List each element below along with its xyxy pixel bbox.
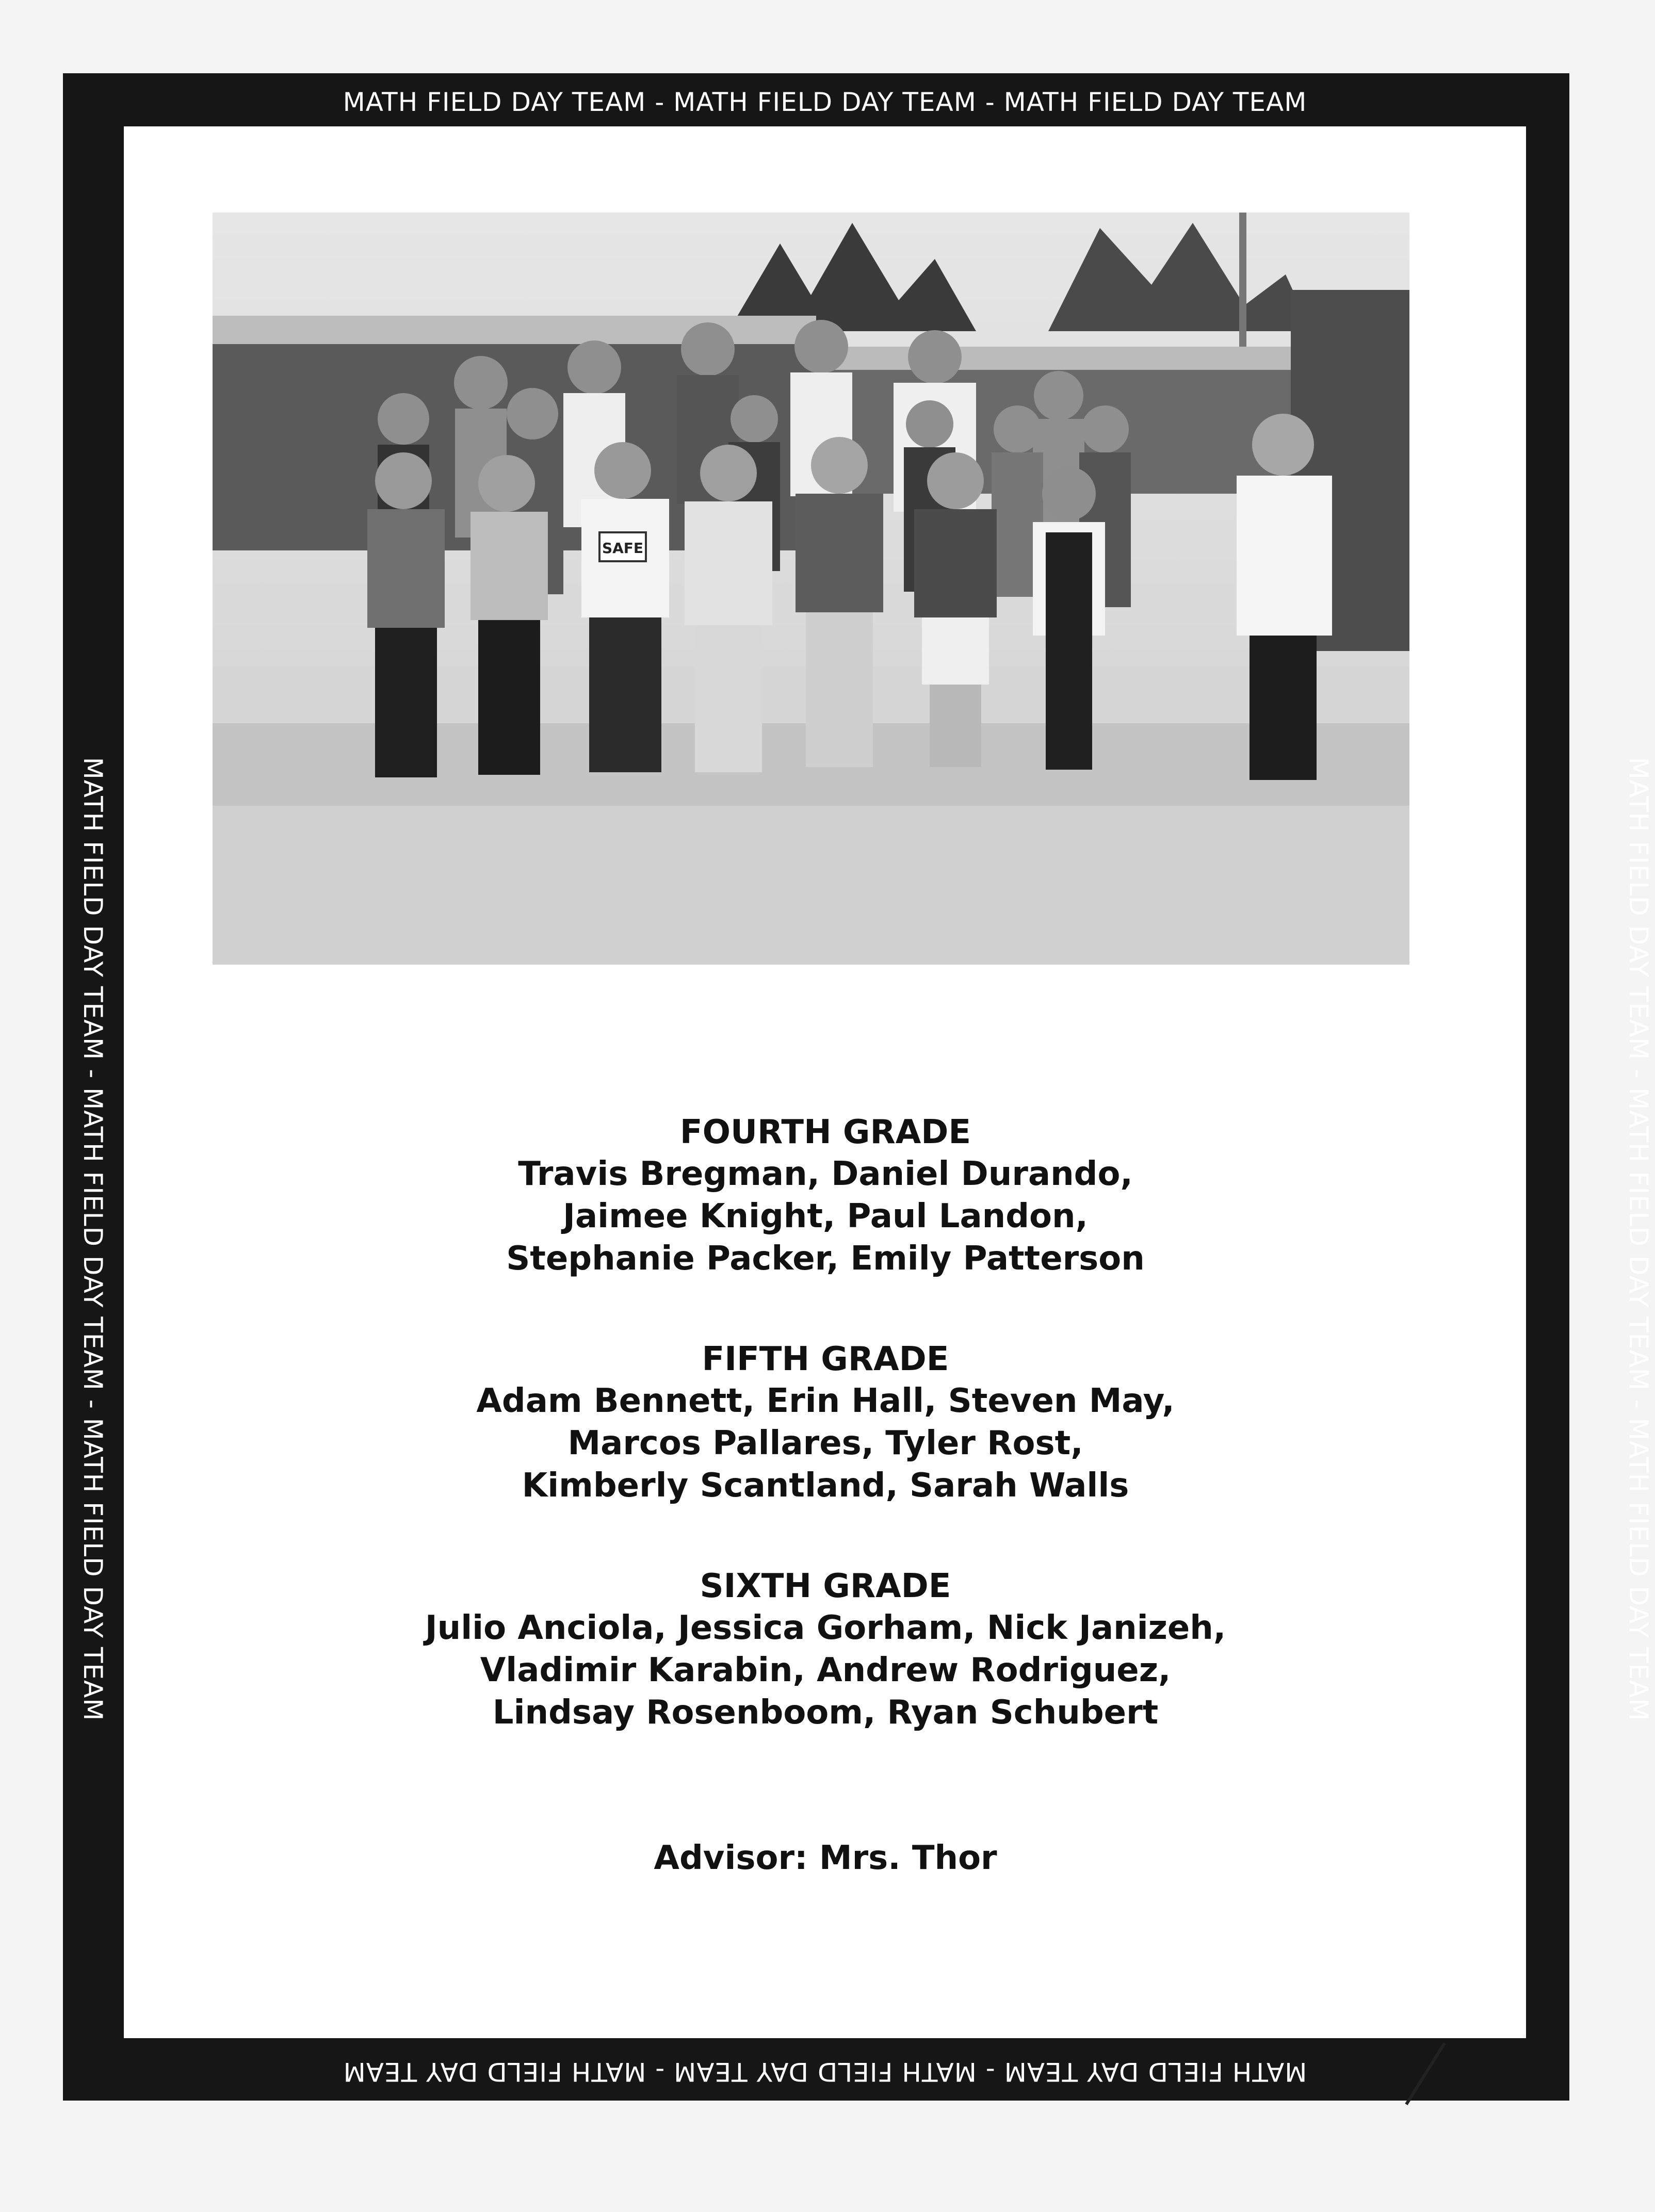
names-line: Vladimir Karabin, Andrew Rodriguez, [480, 1651, 1171, 1689]
names-line: Stephanie Packer, Emily Patterson [506, 1240, 1145, 1278]
names-line: Julio Anciola, Jessica Gorham, Nick Janizeh, [425, 1609, 1226, 1647]
grade-heading: FOURTH GRADE [679, 1113, 971, 1151]
fifth-grade-section [361, 1339, 1290, 1507]
advisor-label: Advisor: [654, 1839, 808, 1877]
names-line: Kimberly Scantland, Sarah Walls [522, 1467, 1129, 1505]
team-group-photo [213, 213, 1409, 965]
names-line: Lindsay Rosenboom, Ryan Schubert [492, 1694, 1159, 1732]
team-photo-illustration [213, 213, 1409, 965]
names-line: Marcos Pallares, Tyler Rost, [567, 1424, 1083, 1462]
names-line: Adam Bennett, Erin Hall, Steven May, [476, 1382, 1175, 1420]
grade-heading: FIFTH GRADE [702, 1340, 949, 1378]
right-banner-text: MATH FIELD DAY TEAM - MATH FIELD DAY TEAM - MATH FIELD DAY TEAM [1624, 757, 1653, 1721]
advisor-line [361, 1839, 1290, 1877]
names-line: Travis Bregman, Daniel Durando, [518, 1155, 1133, 1193]
names-line: Jaimee Knight, Paul Landon, [563, 1197, 1088, 1235]
top-banner-text: MATH FIELD DAY TEAM - MATH FIELD DAY TEAM - MATH FIELD DAY TEAM [343, 87, 1307, 117]
fourth-grade-section [361, 1112, 1290, 1280]
advisor-name: Mrs. Thor [819, 1839, 997, 1877]
shirt-label: SAFE [602, 540, 644, 557]
bottom-banner-text: MATH FIELD DAY TEAM - MATH FIELD DAY TEAM - MATH FIELD DAY TEAM [343, 2057, 1307, 2087]
sixth-grade-section [361, 1566, 1290, 1734]
grade-heading: SIXTH GRADE [700, 1567, 951, 1605]
left-banner-text: MATH FIELD DAY TEAM - MATH FIELD DAY TEAM - MATH FIELD DAY TEAM [78, 757, 108, 1721]
